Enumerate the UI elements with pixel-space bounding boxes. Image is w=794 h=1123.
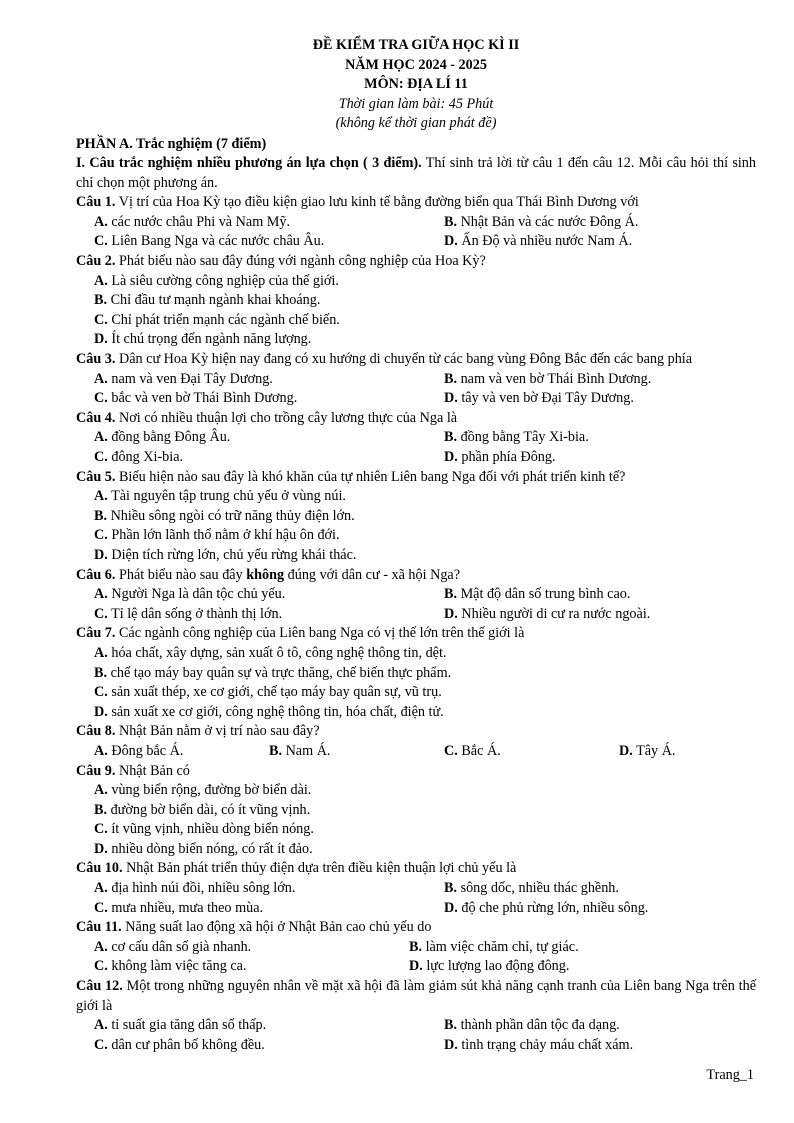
option-d: D. tình trạng chảy máu chất xám. — [444, 1036, 634, 1053]
part1-instruction: Thí sinh trả lời từ câu 1 đến câu 12. Mỗi câu hỏi thí sinh chỉ chọn một phương án. — [76, 155, 756, 191]
option-d: D. tây và ven bờ Đại Tây Dương. — [444, 390, 634, 407]
option-b: B. làm việc chăm chỉ, tự giác. — [409, 938, 579, 955]
option-c: C. không làm việc tăng ca. — [94, 958, 247, 975]
option-a: A. tỉ suất gia tăng dân số thấp. — [94, 1017, 267, 1034]
question-text: Biểu hiện nào sau đây là khó khăn của tự nhiên Liên bang Nga đối với phát triển kinh tế? — [115, 468, 626, 485]
question-number: Câu 4. — [76, 409, 116, 426]
option-c: C. Liên Bang Nga và các nước châu Âu. — [94, 233, 325, 250]
option-b: B. Mật độ dân số trung bình cao. — [444, 586, 631, 603]
question-text: Nhật Bản phát triển thủy điện dựa trên điều kiện thuận lợi chủ yếu là — [122, 860, 517, 877]
option-d: D. lực lượng lao động đông. — [409, 958, 570, 975]
question-number: Câu 10. — [76, 860, 123, 877]
option-c: C. đông Xi-bia. — [94, 449, 184, 465]
option-a: A. vùng biển rộng, đường bờ biển dài. — [94, 782, 312, 799]
question-7 — [76, 624, 756, 644]
question-text: Phát biểu nào sau đây đúng với ngành công nghiệp của Hoa Kỳ? — [115, 253, 486, 270]
option-b: B. thành phần dân tộc đa dạng. — [444, 1017, 620, 1034]
question-12 — [76, 977, 756, 1016]
question-8 — [76, 722, 756, 742]
option-c: C. Chỉ phát triển mạnh các ngành chế biến. — [94, 311, 340, 328]
option-a: A. nam và ven Đại Tây Dương. — [94, 370, 273, 387]
question-9 — [76, 762, 756, 782]
question-3 — [76, 350, 756, 370]
option-a: A. Đông bắc Á. — [94, 742, 184, 759]
question-text: đúng với dân cư - xã hội Nga? — [284, 566, 461, 583]
option-d: D. Ít chú trọng đến ngành năng lượng. — [94, 331, 312, 348]
question-11 — [76, 918, 756, 938]
question-text: Nhật Bản nằm ở vị trí nào sau đây? — [115, 723, 320, 740]
exam-title: ĐỀ KIỂM TRA GIỮA HỌC KÌ II — [312, 37, 520, 53]
question-emphasis: không — [246, 566, 285, 583]
part1-intro — [76, 154, 756, 193]
question-text: Nhật Bản có — [115, 762, 190, 779]
question-text: Các ngành công nghiệp của Liên bang Nga có vị thế lớn trên thế giới là — [115, 625, 525, 642]
section-a-heading: PHẦN A. Trắc nghiệm (7 điểm) — [76, 135, 267, 152]
options-9 — [76, 781, 756, 859]
option-b: B. đồng bằng Tây Xi-bia. — [444, 429, 589, 446]
option-d: D. phần phía Đông. — [444, 449, 556, 465]
option-c: C. Tỉ lệ dân sống ở thành thị lớn. — [94, 605, 283, 622]
option-a: A. hóa chất, xây dựng, sản xuất ô tô, công nghệ thông tin, dệt. — [94, 644, 447, 661]
options-8 — [76, 742, 756, 762]
options-11 — [76, 938, 756, 977]
options-2 — [76, 272, 756, 350]
question-number: Câu 3. — [76, 351, 116, 368]
option-b: B. nam và ven bờ Thái Bình Dương. — [444, 370, 652, 387]
question-text: Phát biểu nào sau đây — [115, 566, 247, 583]
part1-heading: I. Câu trắc nghiệm nhiều phương án lựa chọn ( 3 điểm). — [76, 155, 422, 172]
question-number: Câu 6. — [76, 566, 116, 583]
options-10 — [76, 879, 756, 918]
question-text: Một trong những nguyên nhân về mặt xã hội đã làm giảm sút khả năng cạnh tranh của Liên bang Nga trên thế giới là — [76, 978, 756, 1014]
options-7 — [76, 644, 756, 722]
question-text: Vị trí của Hoa Kỳ tạo điều kiện giao lưu kinh tế bằng đường biển qua Thái Bình Dương với — [115, 194, 639, 211]
question-number: Câu 1. — [76, 194, 116, 211]
question-number: Câu 9. — [76, 762, 116, 779]
options-12 — [76, 1016, 756, 1055]
option-c: C. ít vũng vịnh, nhiều dòng biển nóng. — [94, 821, 314, 838]
option-d: D. sản xuất xe cơ giới, công nghệ thông tin, hóa chất, điện tử. — [94, 703, 444, 720]
question-6 — [76, 566, 756, 586]
question-number: Câu 7. — [76, 625, 116, 642]
question-2 — [76, 252, 756, 272]
exam-page — [76, 36, 756, 1055]
question-4 — [76, 409, 756, 429]
option-c: C. Bắc Á. — [444, 742, 501, 759]
option-c: C. mưa nhiều, mưa theo mùa. — [94, 899, 264, 916]
option-c: C. dân cư phân bố không đều. — [94, 1036, 265, 1053]
option-a: A. Là siêu cường công nghiệp của thế giới. — [94, 272, 339, 289]
options-1 — [76, 213, 756, 252]
option-a: A. cơ cấu dân số già nhanh. — [94, 938, 252, 955]
question-number: Câu 11. — [76, 919, 122, 936]
question-5 — [76, 468, 756, 488]
option-a: A. Người Nga là dân tộc chủ yếu. — [94, 586, 286, 603]
option-c: C. bắc và ven bờ Thái Bình Dương. — [94, 390, 298, 407]
time-note: (không kể thời gian phát đề) — [335, 115, 497, 131]
question-number: Câu 8. — [76, 723, 116, 740]
option-a: A. các nước châu Phi và Nam Mỹ. — [94, 213, 291, 230]
subject: MÔN: ĐỊA LÍ 11 — [364, 76, 468, 92]
question-number: Câu 2. — [76, 253, 116, 270]
question-number: Câu 12. — [76, 978, 123, 995]
option-d: D. nhiều dòng biển nóng, có rất ít đảo. — [94, 840, 313, 857]
option-d: D. độ che phủ rừng lớn, nhiều sông. — [444, 899, 649, 916]
options-6 — [76, 585, 756, 624]
option-b: B. Nam Á. — [269, 742, 331, 759]
option-d: D. Ấn Độ và nhiều nước Nam Á. — [444, 233, 633, 250]
question-1 — [76, 193, 756, 213]
school-year: NĂM HỌC 2024 - 2025 — [345, 56, 487, 73]
time-limit: Thời gian làm bài: 45 Phút — [338, 95, 494, 112]
option-c: C. sản xuất thép, xe cơ giới, chế tạo máy bay quân sự, vũ trụ. — [94, 684, 442, 701]
option-b: B. sông dốc, nhiều thác ghềnh. — [444, 880, 619, 897]
options-5 — [76, 487, 756, 565]
option-d: D. Tây Á. — [619, 742, 676, 759]
option-a: A. Tài nguyên tập trung chủ yếu ở vùng núi. — [94, 488, 346, 505]
options-3 — [76, 370, 756, 409]
question-text: Dân cư Hoa Kỳ hiện nay đang có xu hướng di chuyển từ các bang vùng Đông Bắc đến các bang phía — [115, 351, 693, 368]
option-b: B. Chỉ đầu tư mạnh ngành khai khoáng. — [94, 292, 321, 309]
option-a: A. địa hình núi đồi, nhiều sông lớn. — [94, 880, 296, 897]
option-b: B. Nhiều sông ngòi có trữ năng thủy điện lớn. — [94, 507, 355, 524]
page-number: Trang_1 — [706, 1067, 754, 1083]
option-b: B. đường bờ biển dài, có ít vũng vịnh. — [94, 801, 311, 818]
options-4 — [76, 428, 756, 467]
question-10 — [76, 859, 756, 879]
option-d: D. Nhiều người di cư ra nước ngoài. — [444, 605, 651, 622]
option-b: B. chế tạo máy bay quân sự và trực thăng, chế biến thực phẩm. — [94, 664, 452, 681]
question-number: Câu 5. — [76, 468, 116, 485]
option-c: C. Phần lớn lãnh thổ nằm ở khí hậu ôn đới. — [94, 527, 340, 544]
option-a: A. đồng bằng Đông Âu. — [94, 429, 231, 446]
question-text: Năng suất lao động xã hội ở Nhật Bản cao chủ yếu do — [121, 919, 432, 936]
option-d: D. Diện tích rừng lớn, chủ yếu rừng khái thác. — [94, 546, 357, 563]
question-text: Nơi có nhiều thuận lợi cho trồng cây lương thực của Nga là — [115, 409, 458, 426]
option-b: B. Nhật Bản và các nước Đông Á. — [444, 213, 639, 230]
